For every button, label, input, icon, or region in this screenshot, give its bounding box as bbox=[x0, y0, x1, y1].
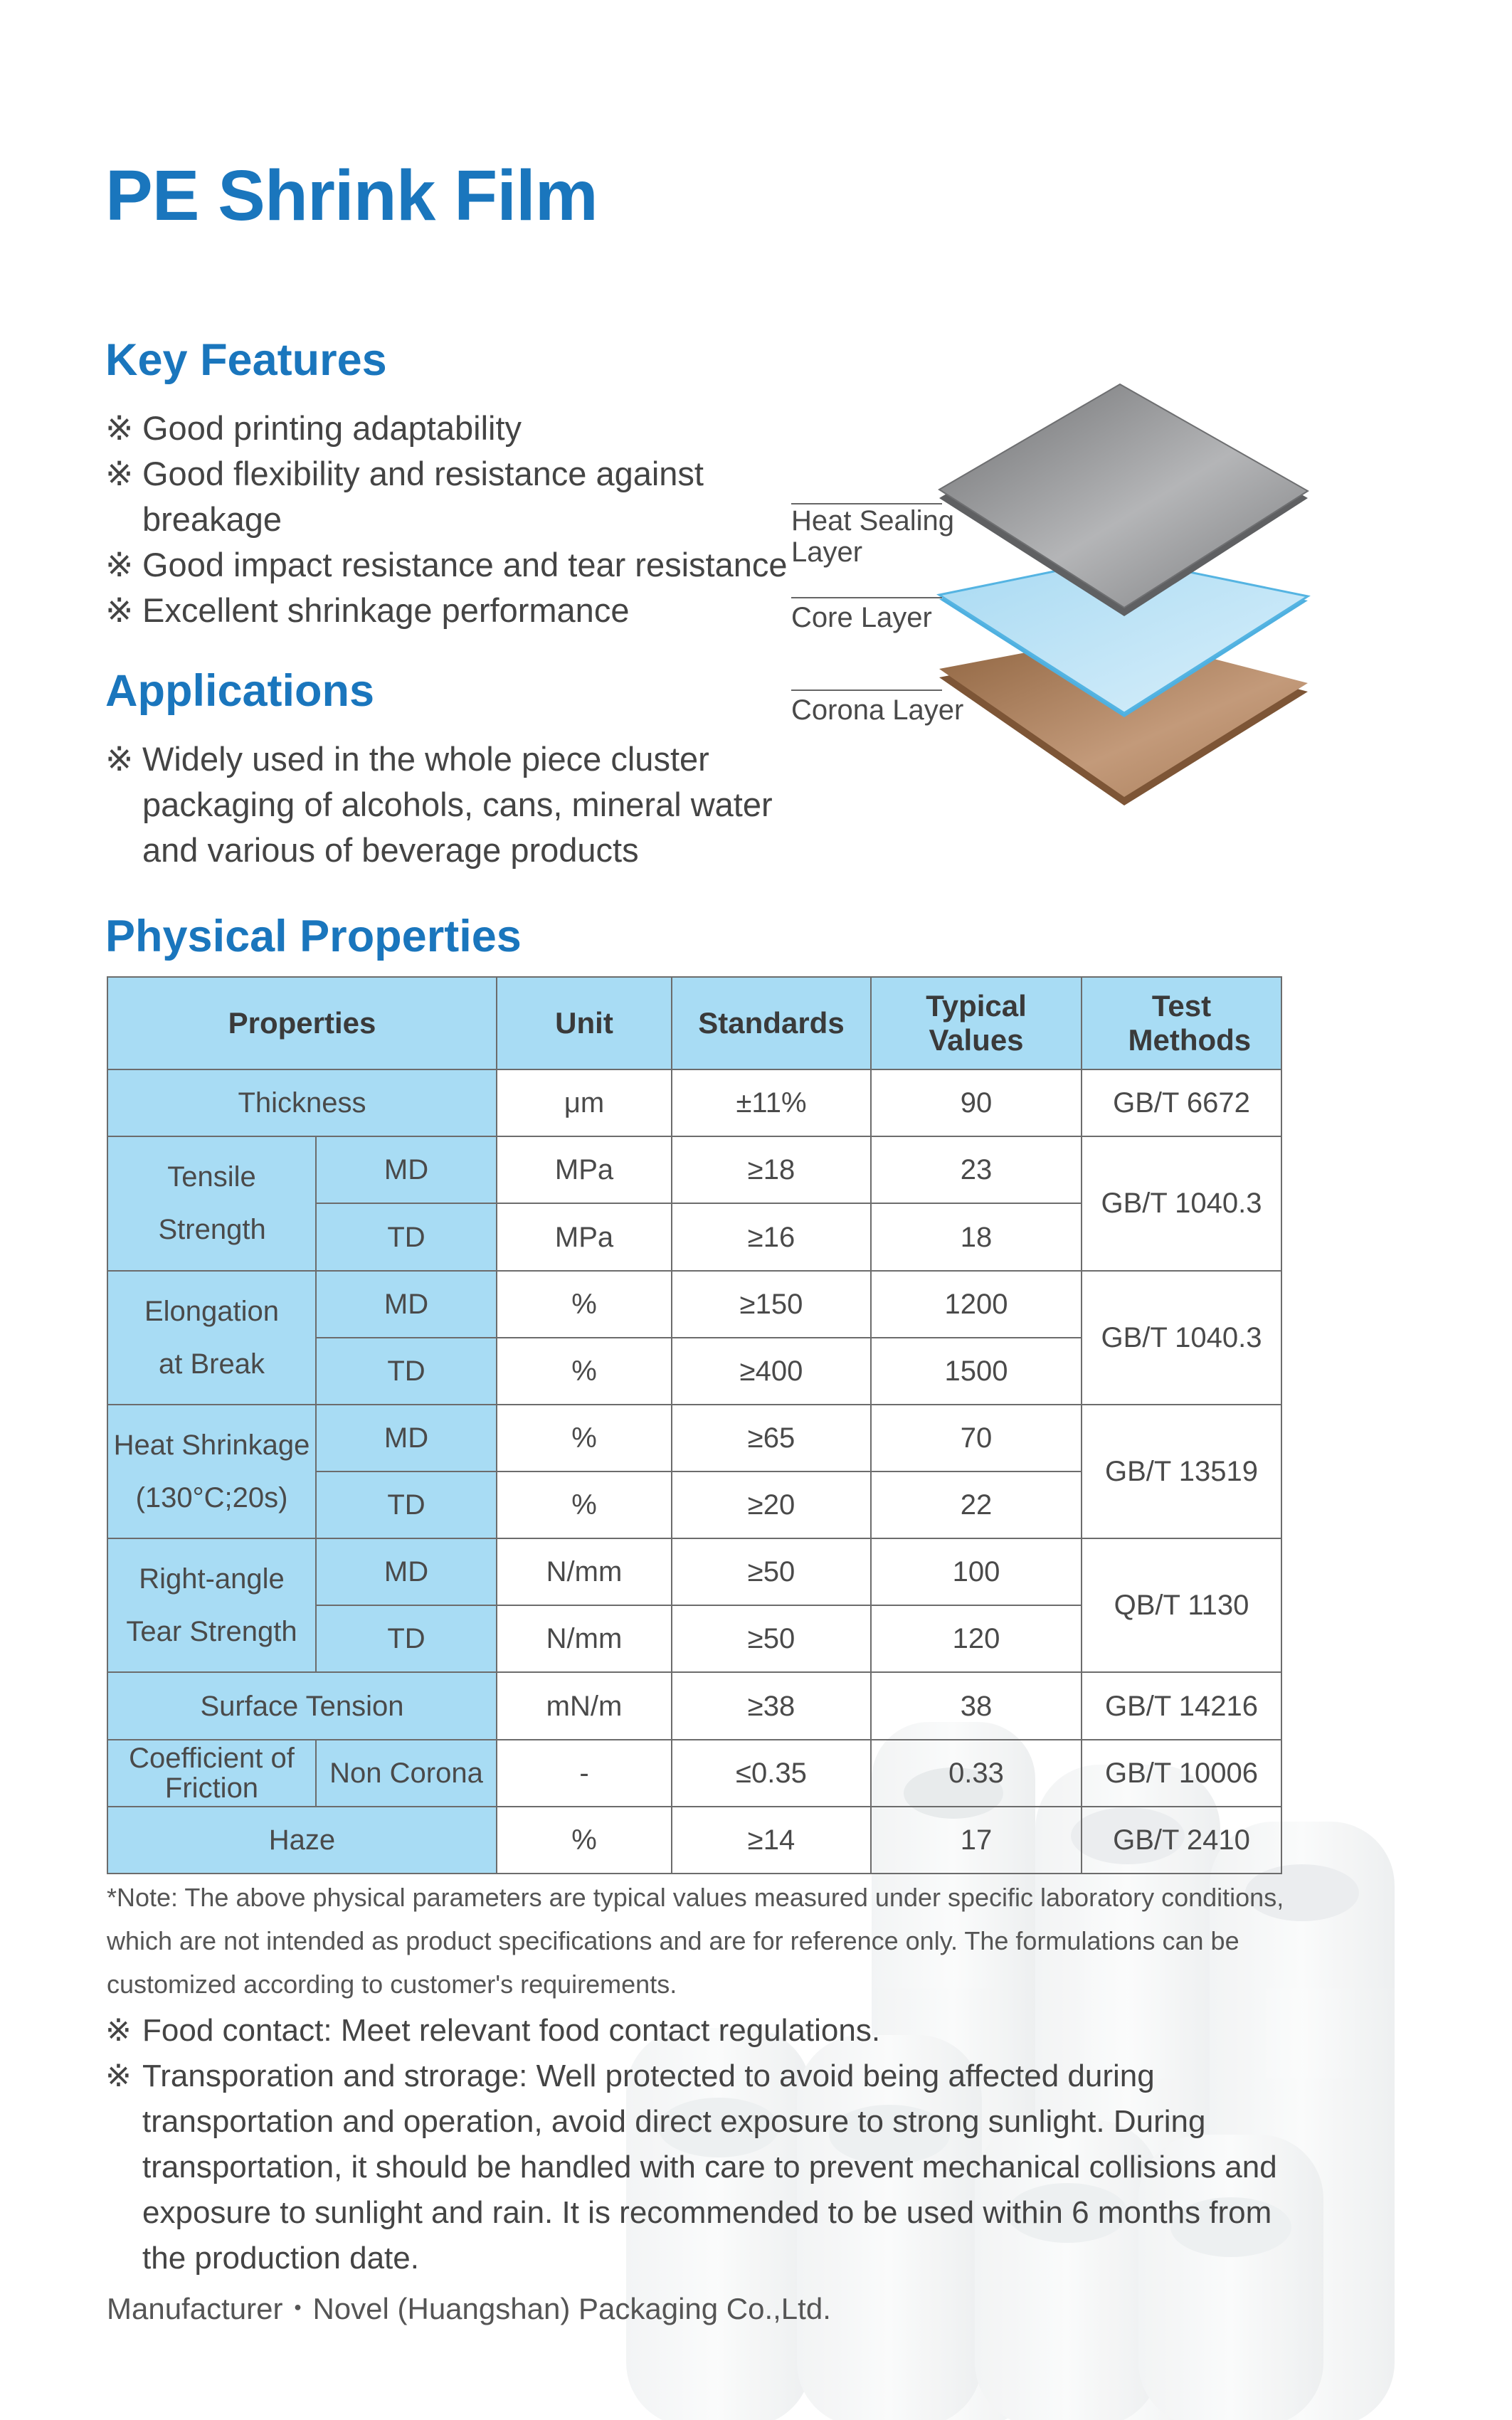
direction-md: MD bbox=[316, 1538, 497, 1605]
direction-td: TD bbox=[316, 1471, 497, 1538]
film-layer-diagram bbox=[783, 370, 1338, 825]
value-cell: 120 bbox=[871, 1605, 1082, 1672]
feature-item: ※ Excellent shrinkage performance bbox=[105, 588, 803, 633]
value-cell: 100 bbox=[871, 1538, 1082, 1605]
value-cell: 22 bbox=[871, 1471, 1082, 1538]
unit-cell: μm bbox=[497, 1069, 672, 1136]
direction-md: MD bbox=[316, 1136, 497, 1203]
reference-mark-icon: ※ bbox=[105, 455, 134, 492]
table-header-row bbox=[107, 977, 1281, 1069]
header-properties: Properties bbox=[107, 977, 497, 1069]
feature-item: ※ Good printing adaptability bbox=[105, 406, 803, 451]
direction-td: TD bbox=[316, 1203, 497, 1270]
method-cell: GB/T 14216 bbox=[1082, 1672, 1281, 1739]
unit-cell: MPa bbox=[497, 1136, 672, 1203]
standard-cell: ≥20 bbox=[672, 1471, 871, 1538]
unit-cell: N/mm bbox=[497, 1538, 672, 1605]
method-cell: QB/T 1130 bbox=[1082, 1538, 1281, 1672]
standard-cell: ≥18 bbox=[672, 1136, 871, 1203]
unit-cell: % bbox=[497, 1471, 672, 1538]
property-thickness: Thickness bbox=[107, 1069, 497, 1136]
heat-sealing-layer-label: Heat Sealing Layer bbox=[791, 505, 955, 568]
value-cell: 38 bbox=[871, 1672, 1082, 1739]
unit-cell: MPa bbox=[497, 1203, 672, 1270]
method-cell: GB/T 1040.3 bbox=[1082, 1136, 1281, 1270]
standard-cell: ≥65 bbox=[672, 1405, 871, 1471]
page-title: PE Shrink Film bbox=[105, 156, 598, 236]
table-row bbox=[107, 1271, 1281, 1338]
table-row bbox=[107, 1069, 1281, 1136]
unit-cell: % bbox=[497, 1405, 672, 1471]
value-cell: 0.33 bbox=[871, 1740, 1082, 1807]
table-footnote: *Note: The above physical parameters are typical values measured under specific laboratory conditions, which are not intended as product specifications and are for reference only. The formulations can be customized according to customer's requirements. bbox=[107, 1883, 1284, 1999]
reference-mark-icon: ※ bbox=[105, 740, 134, 778]
method-cell: GB/T 10006 bbox=[1082, 1740, 1281, 1807]
heat-sealing-layer-sheet bbox=[939, 384, 1308, 616]
unit-cell: % bbox=[497, 1271, 672, 1338]
reference-mark-icon: ※ bbox=[105, 2059, 132, 2093]
header-test-methods: Test Methods bbox=[1082, 977, 1281, 1069]
table-row bbox=[107, 1807, 1281, 1874]
method-cell: GB/T 1040.3 bbox=[1082, 1271, 1281, 1405]
unit-cell: N/mm bbox=[497, 1605, 672, 1672]
direction-non-corona: Non Corona bbox=[316, 1740, 497, 1807]
corona-layer-label: Corona Layer bbox=[791, 694, 964, 726]
property-coefficient-of-friction: Coefficient of Friction bbox=[107, 1740, 316, 1807]
key-features-heading: Key Features bbox=[105, 335, 387, 385]
direction-md: MD bbox=[316, 1271, 497, 1338]
core-layer-label: Core Layer bbox=[791, 602, 932, 633]
standard-cell: ≥150 bbox=[672, 1271, 871, 1338]
reference-mark-icon: ※ bbox=[105, 2013, 132, 2048]
standard-cell: ≥400 bbox=[672, 1338, 871, 1405]
property-elongation-at-break: Elongation at Break bbox=[107, 1271, 316, 1405]
standard-cell: ≥14 bbox=[672, 1807, 871, 1874]
standard-cell: ≥50 bbox=[672, 1538, 871, 1605]
value-cell: 70 bbox=[871, 1405, 1082, 1471]
value-cell: 90 bbox=[871, 1069, 1082, 1136]
note-item: ※ Food contact: Meet relevant food contact regulations. bbox=[105, 2008, 1315, 2054]
table-row bbox=[107, 1136, 1281, 1203]
feature-item: ※ Good flexibility and resistance against breakage bbox=[105, 451, 803, 542]
standard-cell: ±11% bbox=[672, 1069, 871, 1136]
standard-cell: ≤0.35 bbox=[672, 1740, 871, 1807]
value-cell: 18 bbox=[871, 1203, 1082, 1270]
key-features-list bbox=[105, 406, 803, 633]
unit-cell: - bbox=[497, 1740, 672, 1807]
reference-mark-icon: ※ bbox=[105, 546, 134, 583]
reference-mark-icon: ※ bbox=[105, 591, 134, 629]
standard-cell: ≥38 bbox=[672, 1672, 871, 1739]
applications-list bbox=[105, 736, 788, 873]
extra-notes-list bbox=[105, 2008, 1315, 2281]
value-cell: 17 bbox=[871, 1807, 1082, 1874]
method-cell: GB/T 13519 bbox=[1082, 1405, 1281, 1538]
direction-md: MD bbox=[316, 1405, 497, 1471]
unit-cell: mN/m bbox=[497, 1672, 672, 1739]
direction-td: TD bbox=[316, 1605, 497, 1672]
film-layers-illustration bbox=[783, 370, 1338, 825]
method-cell: GB/T 6672 bbox=[1082, 1069, 1281, 1136]
property-tensile-strength: Tensile Strength bbox=[107, 1136, 316, 1270]
reference-mark-icon: ※ bbox=[105, 409, 134, 447]
property-haze: Haze bbox=[107, 1807, 497, 1874]
direction-td: TD bbox=[316, 1338, 497, 1405]
standard-cell: ≥50 bbox=[672, 1605, 871, 1672]
note-item: ※ Transporation and strorage: Well protected to avoid being affected during transportation and operation, avoid direct exposure to strong sunlight. During transportation, it should be handled with care to prevent mechanical collisions and exposure to sunlight and rain. It is recommended to be used within 6 months from the production date. bbox=[105, 2054, 1315, 2281]
property-tear-strength: Right-angle Tear Strength bbox=[107, 1538, 316, 1672]
applications-heading: Applications bbox=[105, 666, 375, 716]
standard-cell: ≥16 bbox=[672, 1203, 871, 1270]
header-typical-values: Typical Values bbox=[871, 977, 1082, 1069]
table-row bbox=[107, 1672, 1281, 1739]
header-standards: Standards bbox=[672, 977, 871, 1069]
physical-properties-table bbox=[107, 976, 1282, 1874]
manufacturer-line: Manufacturer・Novel (Huangshan) Packaging Co.,Ltd. bbox=[107, 2292, 831, 2325]
value-cell: 1500 bbox=[871, 1338, 1082, 1405]
method-cell: GB/T 2410 bbox=[1082, 1807, 1281, 1874]
unit-cell: % bbox=[497, 1807, 672, 1874]
physical-properties-heading: Physical Properties bbox=[105, 912, 522, 961]
value-cell: 23 bbox=[871, 1136, 1082, 1203]
application-item: ※ Widely used in the whole piece cluster packaging of alcohols, cans, mineral water and various of beverage products bbox=[105, 736, 788, 873]
property-heat-shrinkage: Heat Shrinkage (130°C;20s) bbox=[107, 1405, 316, 1538]
table-row bbox=[107, 1740, 1281, 1807]
property-surface-tension: Surface Tension bbox=[107, 1672, 497, 1739]
unit-cell: % bbox=[497, 1338, 672, 1405]
table-row bbox=[107, 1538, 1281, 1605]
header-unit: Unit bbox=[497, 977, 672, 1069]
table-row bbox=[107, 1405, 1281, 1471]
feature-item: ※ Good impact resistance and tear resistance bbox=[105, 542, 803, 588]
value-cell: 1200 bbox=[871, 1271, 1082, 1338]
